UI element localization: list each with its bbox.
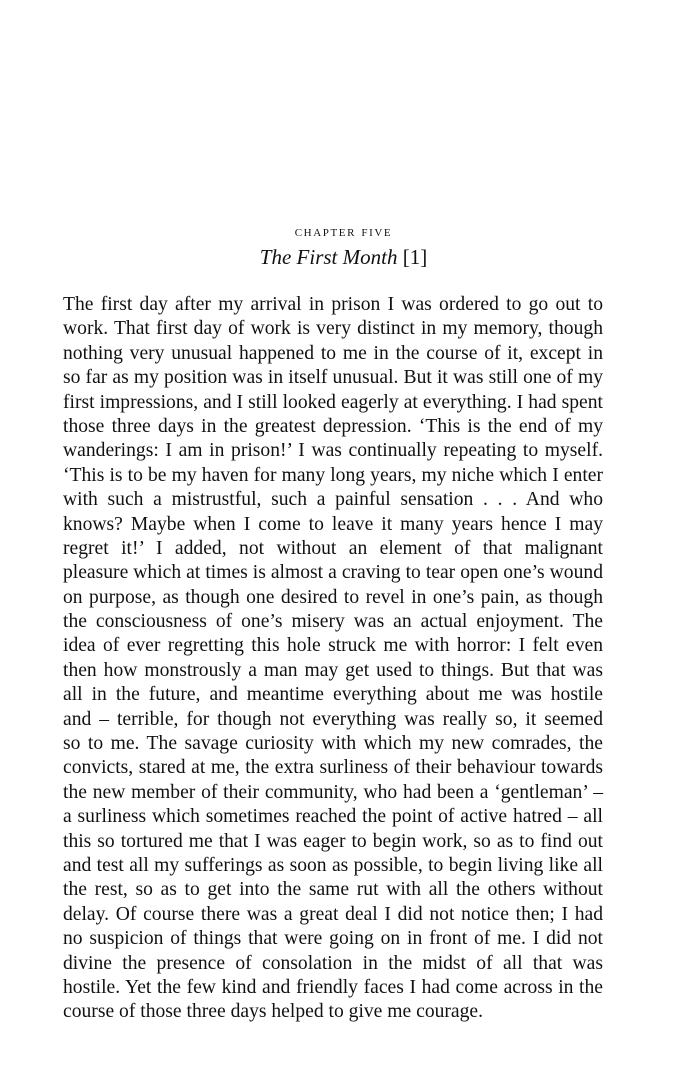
text-line: so far as my position was in itself unusual. But it was still one of my	[63, 367, 603, 389]
text-line: then how monstrously a man may get used to things. But that was	[63, 659, 603, 681]
text-line: work. That first day of work is very distinct in my memory, though	[63, 318, 603, 340]
text-line: and – terrible, for though not everything was really so, it seemed	[63, 708, 603, 730]
text-line: nothing very unusual happened to me in the course of it, except in	[63, 342, 603, 364]
text-line: knows? Maybe when I come to leave it many years hence I may	[63, 513, 603, 535]
text-line: The first day after my arrival in prison I was ordered to go out to	[63, 294, 603, 315]
chapter-title: The First Month	[259, 245, 398, 269]
chapter-number: chapter five	[294, 224, 393, 240]
text-line: pleasure which at times is almost a craving to tear open one’s wound	[63, 562, 603, 584]
text-line: delay. Of course there was a great deal I did not notice then; I had	[63, 903, 603, 925]
text-line: this so tortured me that I was eager to begin work, so as to find out	[63, 830, 603, 852]
text-line: all in the future, and meantime everything about me was hostile	[63, 684, 603, 706]
text-line: first impressions, and I still looked eagerly at everything. I had spent	[63, 391, 603, 413]
text-line: those three days in the greatest depression. ‘This is the end of my	[63, 415, 603, 437]
text-line: and test all my sufferings as soon as possible, to begin living like all	[63, 854, 603, 876]
text-line: divine the presence of consolation in the midst of all that was	[63, 952, 603, 974]
text-line: a surliness which sometimes reached the point of active hatred – all	[63, 806, 603, 828]
body-paragraph	[63, 293, 603, 1025]
text-line: ‘This is to be my haven for many long years, my niche which I enter	[63, 464, 603, 486]
text-line: so to me. The savage curiosity with which my new comrades, the	[63, 733, 603, 755]
text-line: the rest, so as to get into the same rut with all the others without	[63, 879, 603, 901]
chapter-part-number: [1]	[402, 245, 428, 269]
text-line: on purpose, as though one desired to revel in one’s pain, as though	[63, 586, 603, 608]
text-line: convicts, stared at me, the extra surliness of their behaviour towards	[63, 757, 603, 779]
text-line: course of those three days helped to give me courage.	[63, 1001, 484, 1023]
text-line: hostile. Yet the few kind and friendly faces I had come across in the	[63, 976, 603, 998]
text-line: idea of ever regretting this hole struck me with horror: I felt even	[63, 635, 603, 657]
text-line: the new member of their community, who had been a ‘gentleman’ –	[63, 781, 603, 803]
text-line: with such a mistrustful, such a painful sensation . . . And who	[63, 489, 603, 511]
text-line: no suspicion of things that were going on in front of me. I did not	[63, 928, 603, 950]
text-line: wanderings: I am in prison!’ I was continually repeating to myself.	[63, 440, 603, 462]
text-line: regret it!’ I added, not without an element of that malignant	[63, 537, 603, 559]
chapter-heading	[0, 245, 687, 270]
text-line: the consciousness of one’s misery was an actual enjoyment. The	[63, 611, 603, 633]
